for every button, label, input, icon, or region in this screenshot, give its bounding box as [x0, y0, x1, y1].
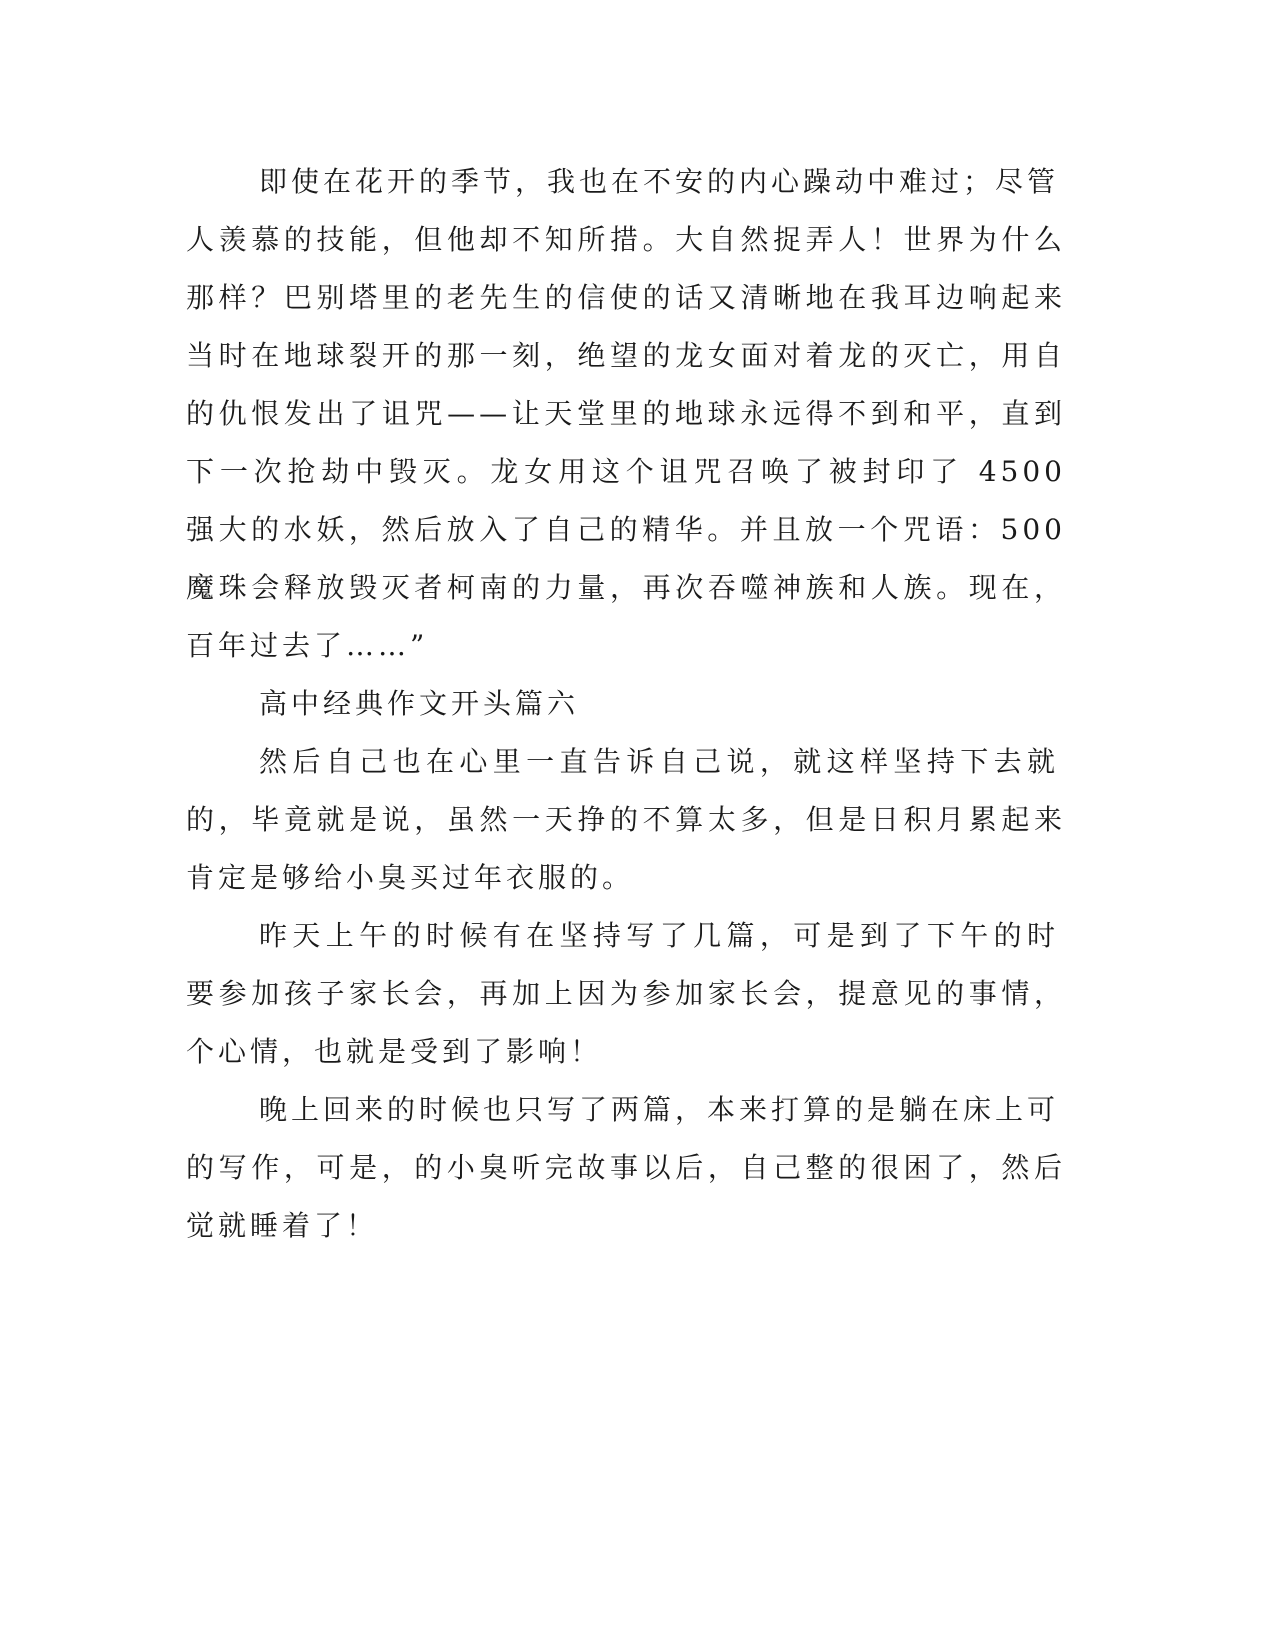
paragraph-1-line-3: 那样？巴别塔里的老先生的信使的话又清晰地在我耳边响起来: [186, 281, 1066, 314]
paragraph-1-line-1: 即使在花开的季节，我也在不安的内心躁动中难过；尽管: [259, 165, 1059, 198]
paragraph-3-line-3: 个心情，也就是受到了影响！: [186, 1035, 603, 1068]
paragraph-2-line-3: 肯定是够给小臭买过年衣服的。: [186, 861, 635, 894]
paragraph-2-line-2: 的，毕竟就是说，虽然一天挣的不算太多，但是日积月累起来: [186, 803, 1066, 836]
paragraph-4-line-3: 觉就睡着了！: [186, 1209, 379, 1242]
paragraph-1-line-5: 的仇恨发出了诅咒——让天堂里的地球永远得不到和平，直到: [186, 397, 1066, 430]
paragraph-1-line-2: 人羡慕的技能，但他却不知所措。大自然捉弄人！世界为什么: [186, 223, 1066, 256]
paragraph-1-line-8: 魔珠会释放毁灭者柯南的力量，再次吞噬神族和人族。现在，: [186, 571, 1066, 604]
paragraph-1-line-4: 当时在地球裂开的那一刻，绝望的龙女面对着龙的灭亡，用自: [186, 339, 1066, 372]
paragraph-4-line-1: 晚上回来的时候也只写了两篇，本来打算的是躺在床上可: [259, 1093, 1059, 1126]
paragraph-3-line-1: 昨天上午的时候有在坚持写了几篇，可是到了下午的时: [259, 919, 1059, 952]
paragraph-3-line-2: 要参加孩子家长会，再加上因为参加家长会，提意见的事情，: [186, 977, 1066, 1010]
paragraph-2-line-1: 然后自己也在心里一直告诉自己说，就这样坚持下去就: [259, 745, 1059, 778]
section-heading: 高中经典作文开头篇六: [259, 687, 580, 720]
paragraph-1-line-6: 下一次抢劫中毁灭。龙女用这个诅咒召唤了被封印了 4500: [186, 455, 1066, 488]
paragraph-1-line-9: 百年过去了……”: [186, 629, 429, 662]
paragraph-1-line-7: 强大的水妖，然后放入了自己的精华。并且放一个咒语：500: [186, 513, 1066, 546]
paragraph-4-line-2: 的写作，可是，的小臭听完故事以后，自己整的很困了，然后: [186, 1151, 1066, 1184]
